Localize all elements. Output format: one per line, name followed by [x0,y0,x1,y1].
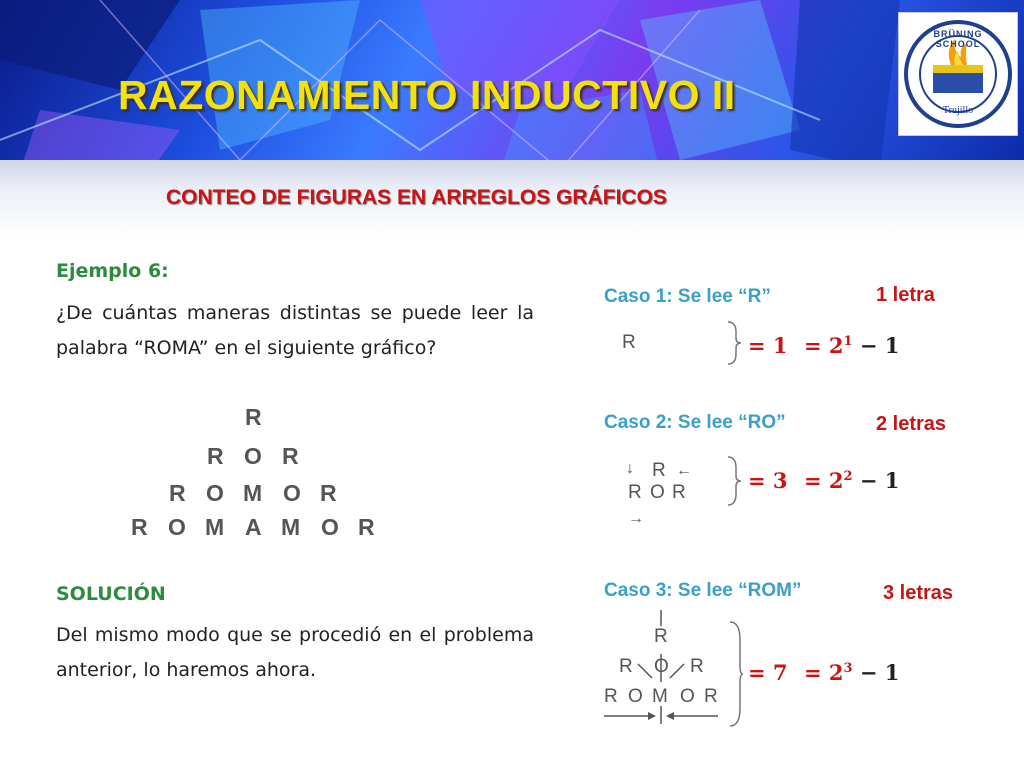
case-1-result: = 1 [748,333,788,358]
case-3-label: Caso 3: Se lee “ROM” [604,580,802,601]
grid-letter: R [169,480,186,506]
grid-letter: O [206,480,224,506]
arrow-right-icon: → [628,510,644,527]
case-1-count: 1 letra [876,284,935,306]
case-2-letter: R [672,482,686,503]
case-2-letter: R [628,482,642,503]
logo-subtext: Trujillo [942,105,974,116]
example-label: Ejemplo 6: [56,260,169,282]
case-3-letter: R [690,656,704,677]
grid-letter: R [207,443,224,469]
solution-label: SOLUCIÓN [56,583,166,605]
logo-text: BRÜNING SCHOOL [933,29,983,49]
case-3-letter: R [604,686,618,707]
case-1-letter: R [622,332,636,353]
case-2-formula [804,468,899,493]
case-2-label: Caso 2: Se lee “RO” [604,412,786,433]
grid-letter: R [245,404,262,430]
case-3-letter: R [654,626,668,647]
arrow-down-icon: ↓ [626,460,634,477]
case-1-power: = 2 [804,333,844,358]
grid-letter: O [168,514,186,540]
case-3-letter: O [654,656,669,677]
case-2-exponent: 2 [843,469,853,484]
case-1-minus: − 1 [859,333,900,358]
case-1-formula [804,333,899,358]
case-2-count: 2 letras [876,413,947,435]
page-title: RAZONAMIENTO INDUCTIVO II [118,72,736,118]
section-subtitle: CONTEO DE FIGURAS EN ARREGLOS GRÁFICOS [166,186,667,209]
case-3-formula [804,660,899,685]
case-3-exponent: 3 [843,661,853,676]
case-2-letter: O [650,482,665,503]
right-brace-icon [726,320,742,366]
case-3-letter: R [704,686,718,707]
grid-letter: R [131,514,148,540]
case-1-exponent: 1 [843,334,853,349]
case-3-letter: M [652,686,668,707]
grid-letter: O [321,514,339,540]
case-3-power: = 2 [804,660,844,685]
case-3-minus: − 1 [859,660,900,685]
grid-letter: M [243,480,263,506]
arrow-left-icon: ← [676,462,692,479]
grid-letter: M [205,514,225,540]
school-logo [898,12,1018,136]
grid-letter: M [281,514,301,540]
case-3-letter: O [680,686,695,707]
grid-letter: O [283,480,301,506]
case-1-label: Caso 1: Se lee “R” [604,286,771,307]
case-2-result: = 3 [748,468,788,493]
case-3-count: 3 letras [883,582,954,604]
grid-letter: O [244,443,262,469]
right-brace-icon [728,620,744,728]
case-2-power: = 2 [804,468,844,493]
grid-letter: R [358,514,375,540]
right-brace-icon [726,455,742,507]
solution-text: Del mismo modo que se procedió en el problema anterior, lo haremos ahora. [56,624,534,681]
grid-letter: R [282,443,299,469]
grid-letter: A [245,514,262,540]
question-text: ¿De cuántas maneras distintas se puede leer la palabra “ROMA” en el siguiente gráfico? [56,302,534,359]
case-2-minus: − 1 [859,468,900,493]
grid-letter: R [320,480,337,506]
case-3-letter: R [619,656,633,677]
case-3-letter: O [628,686,643,707]
case-3-result: = 7 [748,660,788,685]
case-2-letter: R [652,460,666,481]
